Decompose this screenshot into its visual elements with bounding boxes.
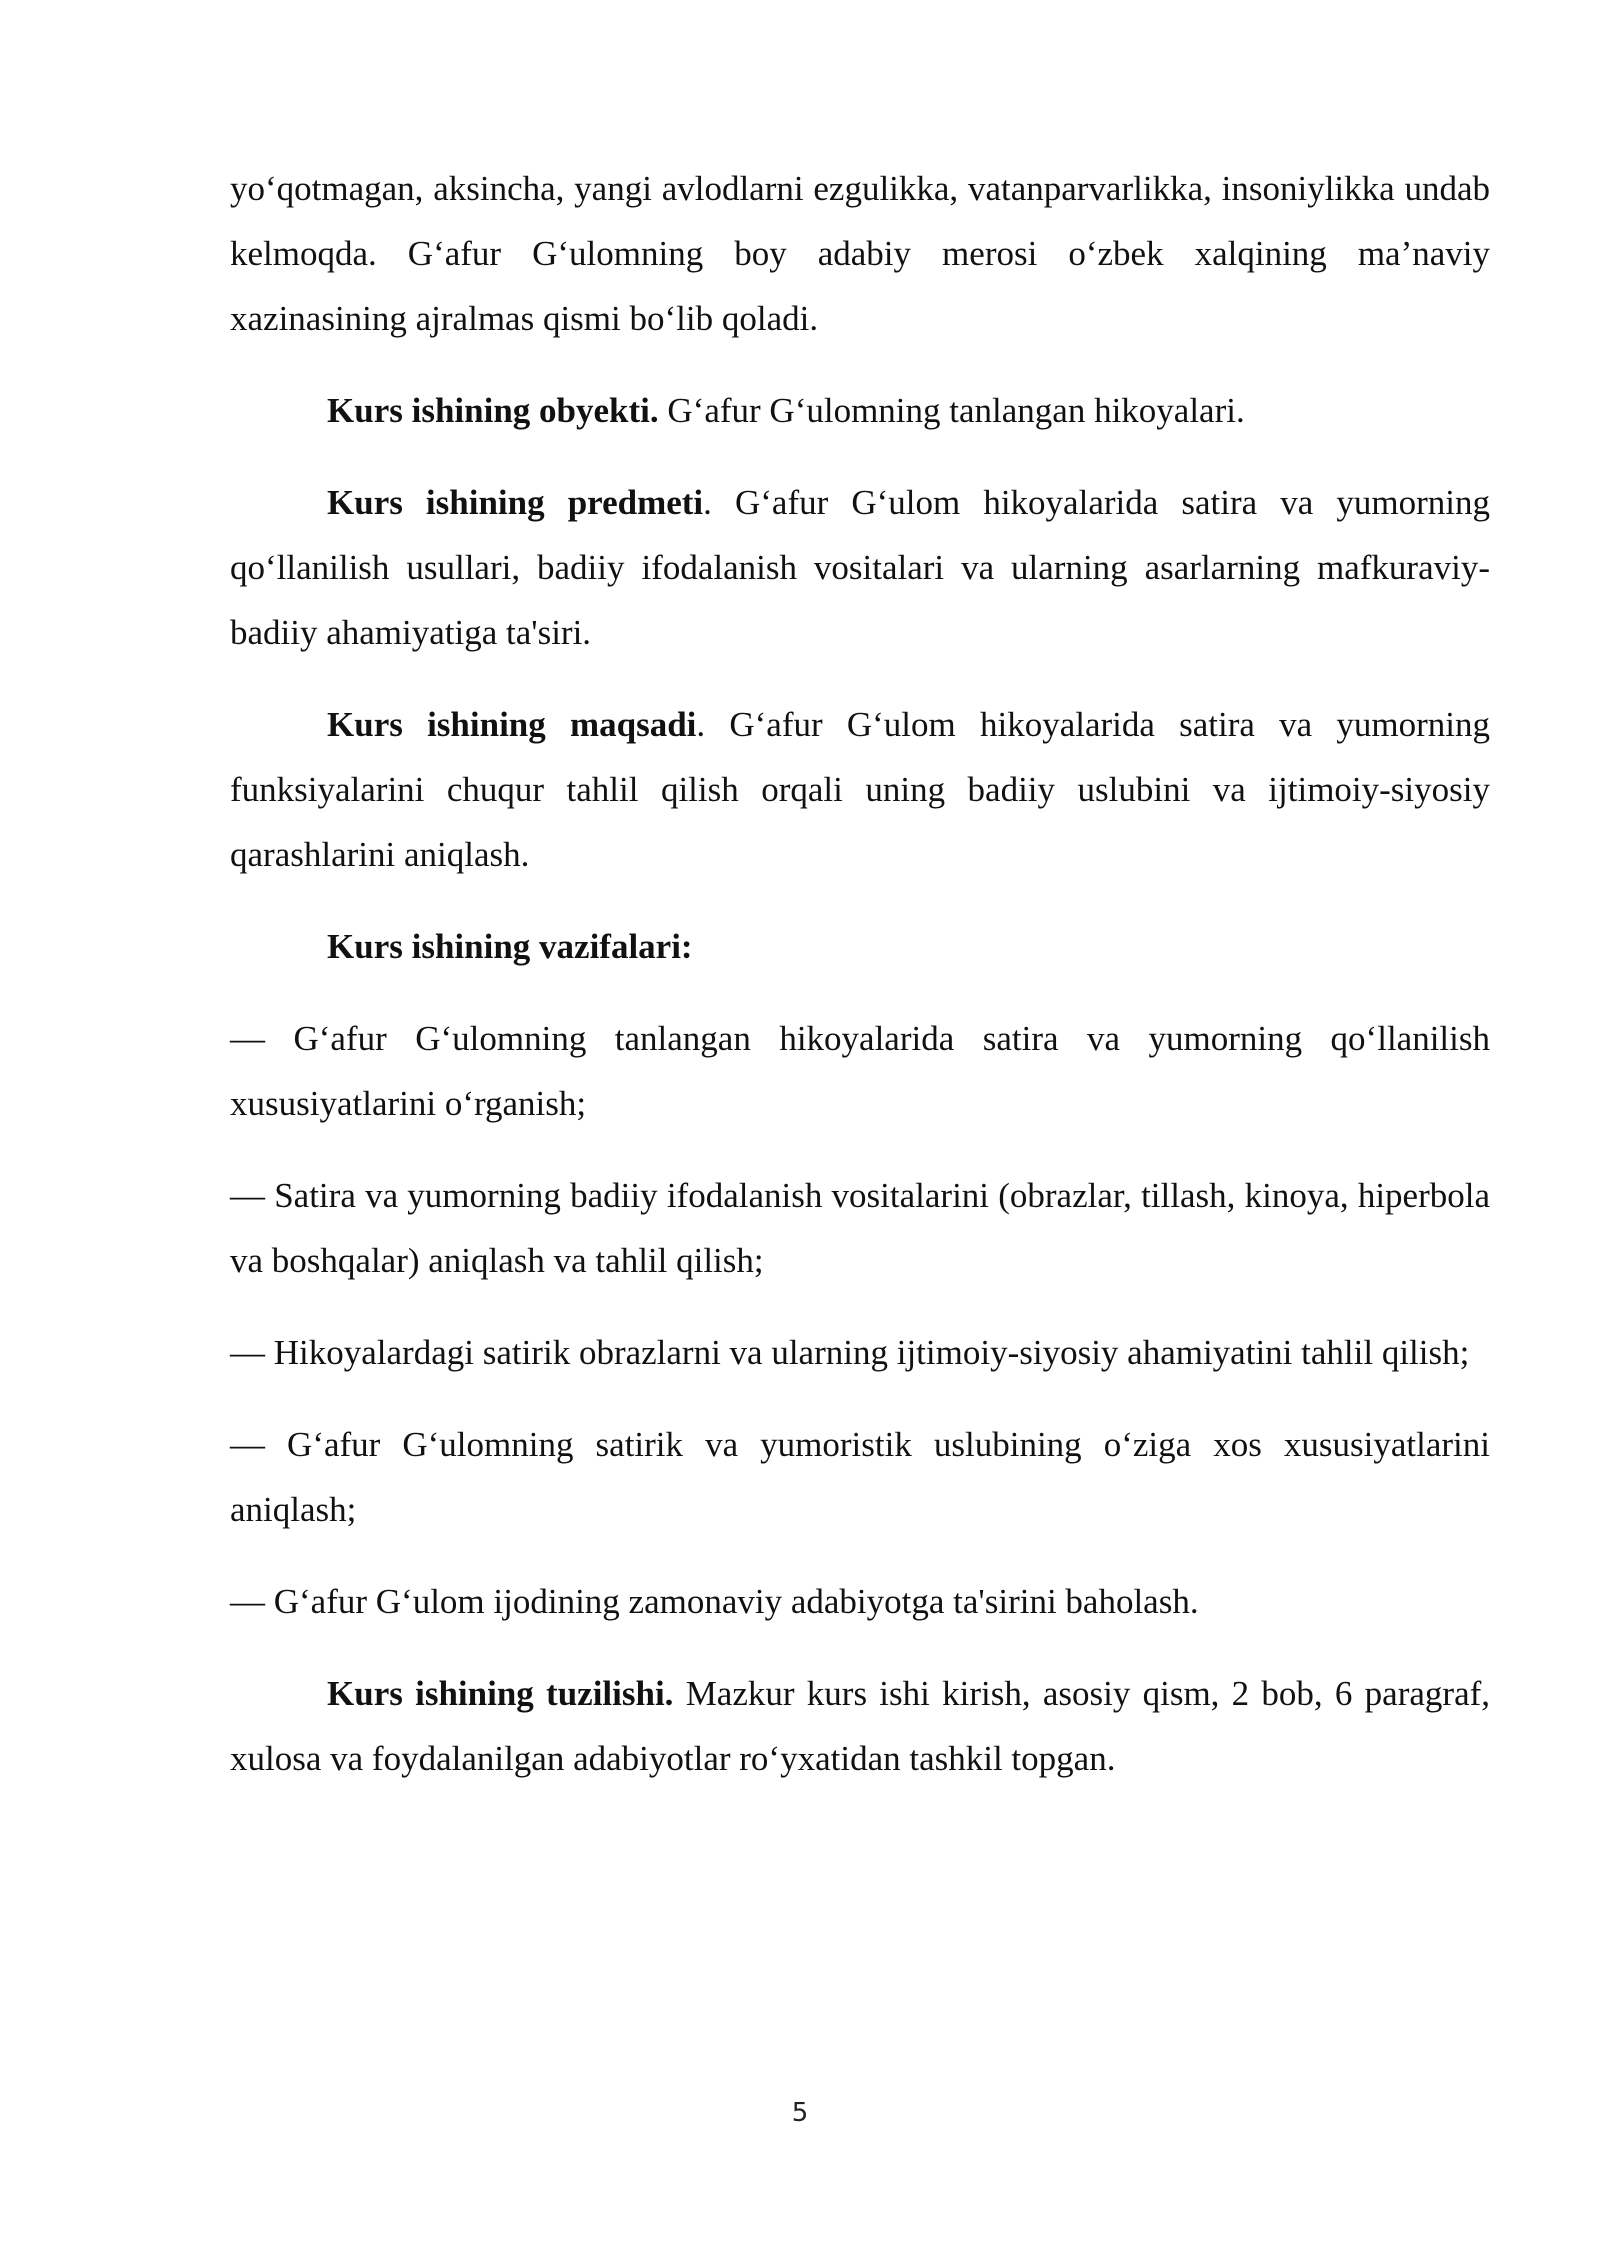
object-heading: Kurs ishining obyekti.	[327, 391, 659, 430]
subject-heading: Kurs ishining predmeti	[327, 483, 704, 522]
tasks-heading: Kurs ishining vazifalari:	[327, 927, 693, 966]
structure-text: Mazkur kurs ishi kirish, asosiy qism, 2 bob, 6 paragraf, xulosa va foydalanilgan adabiyotlar ro‘yxatidan tashkil topgan.	[230, 1674, 1491, 1778]
structure-heading: Kurs ishining tuzilishi.	[327, 1674, 674, 1713]
goal-text: . G‘afur G‘ulom hikoyalarida satira va yumorning funksiyalarini chuqur tahlil qilish orqali uning badiiy uslubini va ijtimoiy-siyosiy qarashlarini aniqlash.	[230, 705, 1490, 874]
intro-paragraph: yo‘qotmagan, aksincha, yangi avlodlarni ezgulikka, vatanparvarlikka, insoniylikka undab kelmoqda. G‘afur G‘ulomning boy adabiy merosi o‘zbek xalqining ma’naviy xazinasining ajralmas qismi bo‘lib qoladi.	[230, 169, 1490, 338]
goal-paragraph	[230, 692, 1490, 887]
task-item-5: — G‘afur G‘ulom ijodining zamonaviy adabiyotga ta'sirini baholash.	[230, 1582, 1199, 1621]
goal-heading: Kurs ishining maqsadi	[327, 705, 697, 744]
task-item-1: — G‘afur G‘ulomning tanlangan hikoyalarida satira va yumorning qo‘llanilish xususiyatlarini o‘rganish;	[230, 1019, 1490, 1123]
page-number: 5	[791, 2098, 809, 2128]
object-text: G‘afur G‘ulomning tanlangan hikoyalari.	[658, 391, 1245, 430]
task-item-4: — G‘afur G‘ulomning satirik va yumoristik uslubining o‘ziga xos xususiyatlarini aniqlash;	[230, 1425, 1490, 1529]
task-item-3: — Hikoyalardagi satirik obrazlarni va ularning ijtimoiy-siyosiy ahamiyatini tahlil qilish;	[230, 1333, 1470, 1372]
object-paragraph	[230, 378, 1490, 443]
structure-paragraph	[230, 1661, 1490, 1791]
subject-paragraph	[230, 470, 1490, 665]
subject-text: . G‘afur G‘ulom hikoyalarida satira va yumorning qo‘llanilish usullari, badiiy ifodalanish vositalari va ularning asarlarning mafkuraviy-badiiy ahamiyatiga ta'siri.	[230, 483, 1490, 652]
tasks-heading-paragraph	[230, 914, 1490, 979]
task-item-2: — Satira va yumorning badiiy ifodalanish vositalarini (obrazlar, tillash, kinoya, hiperbola va boshqalar) aniqlash va tahlil qilish;	[230, 1176, 1490, 1280]
page-body	[230, 156, 1490, 1818]
